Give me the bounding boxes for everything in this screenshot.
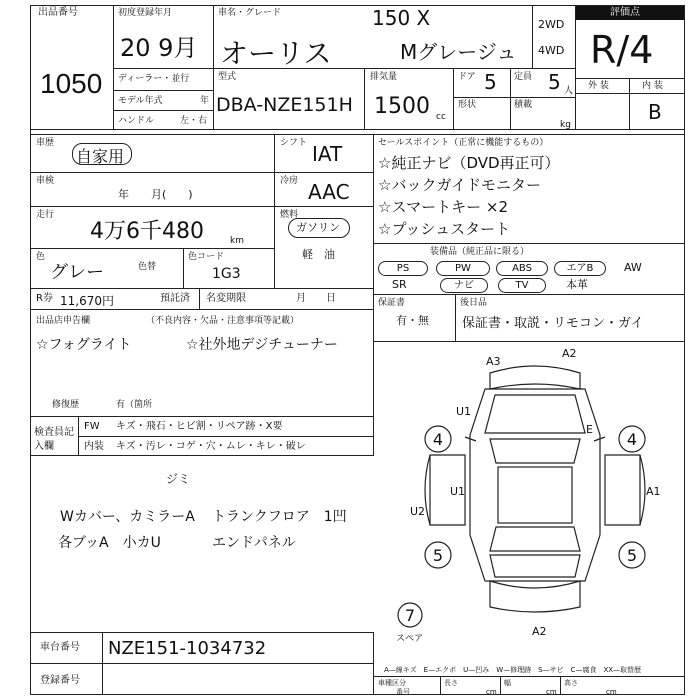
sales-point-4: ☆プッシュスタート	[378, 220, 511, 238]
grade-code: 150 X	[372, 6, 431, 30]
recycle-deposit: 預託済	[160, 293, 190, 304]
mileage-value: 4万6千480	[90, 219, 204, 244]
inspector-note-4: 各ブッA 小カU	[58, 535, 161, 551]
wd-box	[532, 5, 576, 69]
dim-width-sub: cm	[546, 688, 557, 696]
chassis-label: 車台番号	[40, 642, 80, 653]
dealer-label: ディーラー・並行	[118, 74, 190, 84]
equipment-label: 装備品（純正品に限る）	[430, 247, 530, 257]
mark-e: E	[586, 423, 593, 436]
equip-aw: AW	[624, 261, 642, 274]
equip-airbag: エアB	[554, 261, 606, 276]
tire-rear-right: 5	[626, 546, 638, 565]
seller-note-2: ☆社外地デジチューナー	[186, 337, 338, 353]
warranty-value: 有・無	[396, 314, 429, 327]
dim-height-sub: cm	[606, 688, 617, 696]
history-value: 自家用	[76, 147, 125, 166]
mark-u1-top: U1	[456, 405, 472, 418]
doors-label: ドア	[458, 72, 476, 82]
mark-a3: A3	[486, 355, 501, 368]
lot-number: 1050	[40, 68, 103, 99]
dim-width: 幅	[504, 679, 511, 687]
dim-length-sub: cm	[486, 688, 497, 696]
dim-length: 長さ	[444, 679, 458, 687]
displacement-value: 1500	[374, 94, 430, 119]
load-label: 積載	[514, 100, 533, 110]
mark-a1: A1	[646, 485, 661, 498]
score-label: 評価点	[610, 7, 640, 18]
damage-legend: A—線キズ E—エクボ U—凹み W—修理跡 S—サビ C—腐食 XX—取替歴	[384, 666, 642, 674]
extra-value: 保証書・取説・リモコン・ガイ	[462, 316, 644, 331]
handle-value: 左・右	[180, 116, 208, 126]
seller-note-1: ☆フォグライト	[36, 337, 132, 353]
mileage-label: 走行	[36, 210, 55, 220]
recycle-value: 11,670円	[60, 294, 114, 308]
dim-class: 車種区分	[378, 679, 406, 687]
fuel-label: 燃料	[280, 210, 299, 220]
name-change-value: 月 日	[296, 293, 336, 304]
fuel-diesel: 軽 油	[302, 248, 335, 261]
mark-u2: U2	[410, 505, 426, 518]
tire-rear-left: 5	[432, 546, 444, 565]
dimension-box	[373, 676, 685, 695]
equip-pw: PW	[436, 261, 490, 276]
color-value: グレー	[50, 262, 104, 283]
equip-leather: 本革	[566, 278, 588, 291]
color-label: 色	[36, 252, 46, 262]
interior-label: 内 装	[642, 81, 663, 91]
capacity-label: 定員	[514, 72, 533, 82]
model-label: 車名・グレード	[218, 8, 282, 18]
sales-points-label: セールスポイント（正常に機能するもの）	[378, 138, 549, 148]
in-text: キズ・汚レ・コゲ・穴・ムレ・キレ・破レ	[116, 441, 306, 452]
inspector-note-1: ジミ	[166, 472, 191, 486]
mark-u1-mid: U1	[450, 485, 466, 498]
capacity-unit: 人	[564, 86, 574, 96]
inspection-value: 年 月( )	[118, 188, 193, 201]
repair-label: 修復歴	[52, 400, 80, 410]
displacement-unit: cc	[436, 112, 446, 122]
inspector-note-3: トランクフロア 1凹	[212, 509, 347, 525]
seller-notes-sublabel: （不良内容・欠品・注意事項等記載）	[146, 316, 300, 326]
spare-label: スペア	[396, 634, 424, 644]
seller-notes-label: 出品店申告欄	[36, 316, 91, 326]
color-code-value: 1G3	[212, 266, 241, 282]
history-label: 車歴	[36, 138, 55, 148]
shift-value: IAT	[312, 142, 343, 166]
inspection-label: 車検	[36, 176, 55, 186]
equip-tv: TV	[498, 278, 546, 293]
mark-a2-top: A2	[562, 347, 577, 360]
sales-point-2: ☆バックガイドモニター	[378, 176, 541, 194]
load-unit: kg	[560, 120, 571, 130]
repair-value: 有（箇所	[116, 400, 153, 410]
sales-point-3: ☆スマートキー ×2	[378, 198, 509, 216]
fw-text: キズ・飛石・ヒビ割・リペア跡・X要	[116, 421, 283, 432]
warranty-label: 保証書	[378, 298, 406, 308]
type-label: 型式	[218, 72, 237, 82]
dim-class-sub: 番号	[396, 688, 410, 696]
handle-label: ハンドル	[118, 116, 155, 126]
model-name: オーリス	[220, 37, 332, 70]
fuel-value: ガソリン	[296, 221, 340, 234]
vehicle-diagram	[390, 345, 680, 645]
dim-height: 高さ	[564, 679, 578, 687]
name-change-label: 名変期限	[206, 293, 246, 304]
color-change-label: 色替	[138, 262, 157, 272]
first-reg-label: 初度登録年月	[118, 8, 173, 18]
shape-label: 形状	[458, 100, 477, 110]
color-code-label: 色コード	[188, 252, 225, 262]
in-label: 内装	[84, 441, 104, 452]
grade-name: Mグレージュ	[400, 40, 517, 64]
wd-top: 2WD	[538, 18, 565, 31]
tire-front-left: 4	[432, 430, 444, 449]
doors-value: 5	[484, 70, 497, 94]
ac-value: AAC	[308, 180, 350, 204]
shift-label: シフト	[280, 138, 308, 148]
year-unit: 年	[200, 96, 210, 106]
interior-grade: B	[648, 100, 662, 124]
extra-label: 後日品	[460, 298, 488, 308]
equip-sr: SR	[392, 278, 407, 291]
capacity-value: 5	[548, 70, 561, 94]
inspector-label: 検査員記入欄	[34, 427, 74, 452]
tire-front-right: 4	[626, 430, 638, 449]
ac-label: 冷房	[280, 176, 299, 186]
sales-point-1: ☆純正ナビ（DVD再正可）	[378, 154, 560, 172]
displacement-label: 排気量	[370, 72, 398, 82]
first-reg-value: 20 9月	[120, 34, 198, 62]
recycle-label: R券	[36, 293, 53, 304]
wd-bottom: 4WD	[538, 44, 565, 57]
exterior-label: 外 装	[588, 81, 609, 91]
inspector-note-5: エンドパネル	[212, 535, 296, 551]
equip-abs: ABS	[496, 261, 548, 276]
inspector-note-2: Wカバー、カミラーA	[60, 509, 195, 525]
score-value: R/4	[590, 28, 654, 72]
lot-label: 出品番号	[38, 7, 78, 18]
fw-label: FW	[84, 421, 100, 432]
tire-spare: 7	[404, 606, 416, 625]
reg-label: 登録番号	[40, 675, 80, 686]
equip-ps: PS	[378, 261, 428, 276]
mileage-unit: km	[230, 236, 244, 246]
model-year-label: モデル年式	[118, 96, 163, 106]
chassis-value: NZE151-1034732	[108, 638, 267, 659]
equip-navi: ナビ	[440, 278, 488, 293]
mark-a2-bottom: A2	[532, 625, 547, 638]
type-value: DBA-NZE151H	[216, 94, 353, 116]
